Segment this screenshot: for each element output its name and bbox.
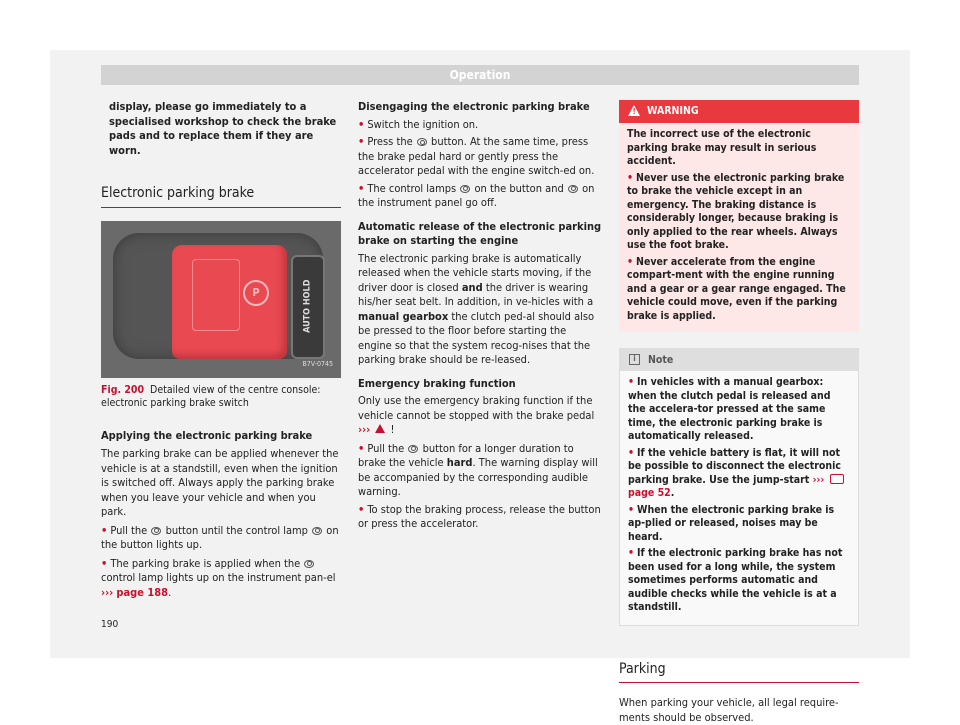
figure-caption [101,384,341,411]
warning-box [619,100,859,332]
caption-text: Detailed view of the centre console: electronic parking brake switch [101,383,321,409]
brake-warning-lamp-icon [568,185,578,193]
parking-brake-lamp-icon [460,185,470,193]
list-item: • When the electronic parking brake is ap-plied or released, noises may be heard. [628,503,835,543]
intro-text: display, please go immediately to a specialised workshop to check the brake pads and to replace them if they are worn. [109,100,337,157]
note-box [619,348,859,626]
parking-brake-icon: P [243,280,269,306]
apply-text: The parking brake can be applied whenever the vehicle is at a standstill, even when the ignition is switched off. Always apply the parking brake when you leave your vehicle and when you park. [101,447,339,518]
warning-header: ! WARNING [619,100,859,123]
list-item: • The control lamps on the button and on the instrument panel go off. [358,181,595,209]
list-item: • Never use the electronic parking brake to brake the vehicle except in an emergency. The braking distance is considerably longer, because braking is only applied to the rear wheels. Always use the foot brake. [627,171,845,251]
parking-brake-button [172,245,287,359]
list-item: • Pull the button until the control lamp on the button lights up. [101,523,339,551]
page-link[interactable]: ››› [101,585,114,599]
list-item: • If the electronic parking brake has not been used for a long while, the system sometimes performs automatic and audible checks while the vehicle is at a standstill. [628,547,843,613]
list-item: • The parking brake is applied when the control lamp lights up on the instrument pan-el ››› page 188. [101,556,336,599]
centre-console [113,233,323,359]
list-item: • In vehicles with a manual gearbox: when the clutch pedal is released and the accelera-tor pressed at the same time, the electronic parking brake is automatically released. [628,376,831,442]
page-link[interactable]: ››› [812,473,825,486]
column-right [619,100,859,725]
warning-triangle-icon [628,105,640,116]
section-title-parking: Parking [619,662,859,684]
warning-triangle-icon [375,424,385,433]
parking-brake-lamp-icon [312,527,322,535]
column-left [101,100,341,600]
column-middle [358,100,602,532]
auto-hold-button [291,255,325,359]
button-flap [192,259,240,331]
list-item: • Pull the button for a longer duration to brake the vehicle hard. The warning display will be accompanied by the corresponding audible warning. [358,441,598,498]
page-number: 190 [101,619,119,630]
list-item: • Press the button. At the same time, press the brake pedal hard or gently press the accelerator pedal with the engine switch-ed on. [358,135,595,177]
parking-brake-lamp-icon [417,138,427,146]
emergency-text: Only use the emergency braking function if the vehicle cannot be stopped with the brake pedal ››› ! [358,394,595,436]
parking-brake-lamp-icon [151,527,161,535]
info-icon: i [629,354,640,365]
figure-parking-brake-switch [101,221,341,378]
list-item: • Never accelerate from the engine compart-ment with the engine running and a gear or a gear range engaged. The vehicle could move, even if the parking brake is applied. [627,255,846,322]
warning-body [619,123,859,332]
emergency-heading: Emergency braking function [358,376,516,390]
auto-hold-label: AUTO HOLD [302,279,313,333]
page-reference[interactable]: page 52 [628,487,671,499]
disengage-heading: Disengaging the electronic parking brake [358,100,590,113]
section-title-electronic-parking-brake: Electronic parking brake [101,186,341,208]
parking-text: When parking your vehicle, all legal require-ments should be observed. [619,696,839,724]
warning-intro: The incorrect use of the electronic parking brake may result in serious accident. [627,128,817,167]
figure-code: B7V-0745 [302,360,333,368]
warning-link[interactable]: ››› [358,423,371,436]
page-header: Operation [101,65,859,85]
auto-release-text: The electronic parking brake is automatically released when the vehicle starts moving, if the driver door is closed and the driver is wearing his/her seat belt. In addition, in ve-hicles with a manual gearbox the clutch ped-al should also be pressed to the floor before starting the engine so that the system recog-nises that the parking brake should be re-leased. [358,251,595,366]
list-item: • To stop the braking process, release the button or press the accelerator. [358,502,601,530]
note-header: i Note [620,349,858,371]
list-item: • Switch the ignition on. [358,117,479,131]
apply-heading: Applying the electronic parking brake [101,428,313,442]
note-body [620,371,858,625]
parking-brake-lamp-icon [408,445,418,453]
list-item: • If the vehicle battery is flat, it will not be possible to disconnect the electronic parking brake. Use the jump-start ››› page 52. [628,447,850,501]
auto-release-heading: Automatic release of the electronic parking brake on starting the engine [358,219,602,247]
book-icon [830,474,844,484]
figure-number: Fig. 200 [101,383,145,396]
page-reference[interactable]: page 188 [116,585,169,599]
brake-warning-lamp-icon [304,560,314,568]
